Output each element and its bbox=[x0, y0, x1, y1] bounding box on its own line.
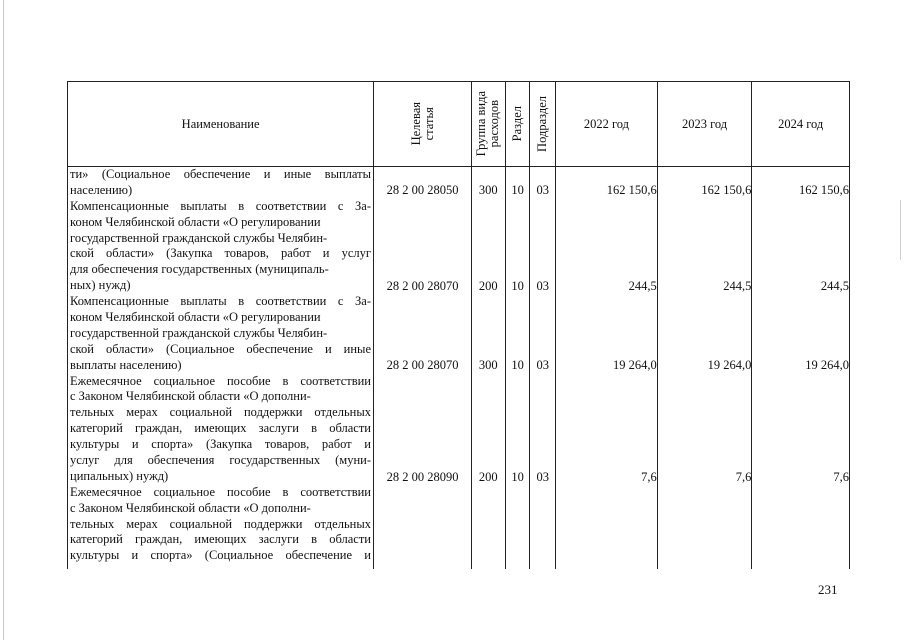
name-line: выплаты населению) bbox=[70, 357, 182, 372]
name-line: культуры и спорта» (Закупка товаров, работ и bbox=[70, 437, 371, 452]
entry-section: 10 bbox=[511, 278, 524, 293]
target-article-column bbox=[374, 167, 472, 570]
name-line: государственной гражданской службы Челябин- bbox=[70, 325, 328, 340]
header-expense-group bbox=[471, 82, 505, 167]
section-column bbox=[505, 167, 530, 570]
table-header-row bbox=[68, 82, 850, 167]
amount-2024-column bbox=[752, 167, 850, 570]
page-number: 231 bbox=[818, 582, 838, 597]
header-section-label: Раздел bbox=[510, 106, 525, 142]
name-column bbox=[68, 167, 374, 570]
name-line: с Законом Челябинской области «О дополни- bbox=[70, 500, 311, 515]
header-name: Наименование bbox=[68, 82, 374, 167]
header-group-line-2: расходов bbox=[487, 100, 502, 148]
header-subsection bbox=[530, 82, 556, 167]
entry-y2024: 19 264,0 bbox=[805, 358, 849, 373]
expense-group-column bbox=[471, 167, 505, 570]
entry-y2023: 244,5 bbox=[723, 278, 752, 293]
name-line: с Законом Челябинской области «О дополни- bbox=[70, 389, 311, 404]
header-2022: 2022 год bbox=[556, 82, 658, 167]
header-target-article bbox=[374, 82, 472, 167]
name-line: населению) bbox=[70, 182, 133, 197]
name-line: категорий граждан, имеющих заслуги в области bbox=[70, 421, 371, 436]
header-target-line-2: статья bbox=[421, 107, 436, 141]
entry-subsection: 03 bbox=[536, 358, 549, 373]
entry-code: 28 2 00 28050 bbox=[386, 183, 459, 198]
entry-subsection: 03 bbox=[536, 278, 549, 293]
entry-y2023: 19 264,0 bbox=[707, 358, 752, 373]
entry-code: 28 2 00 28090 bbox=[386, 469, 459, 484]
entry-subsection: 03 bbox=[536, 183, 549, 198]
name-line: ных) нужд) bbox=[70, 278, 131, 293]
scan-edge-left bbox=[3, 0, 4, 640]
name-line: тельных мерах социальной поддержки отдельных bbox=[70, 516, 371, 531]
name-line: ти» (Социальное обеспечение и иные выплаты bbox=[70, 167, 371, 181]
header-target-line-1: Целевая bbox=[408, 102, 423, 146]
budget-table-sheet bbox=[67, 81, 850, 567]
name-line: Ежемесячное социальное пособие в соответствии bbox=[70, 484, 371, 499]
name-line: коном Челябинской области «О регулировании bbox=[70, 214, 321, 229]
name-line: государственной гражданской службы Челябин- bbox=[70, 230, 328, 245]
name-line: ской области» (Социальное обеспечение и иные bbox=[70, 341, 371, 356]
header-subsection-label: Подраздел bbox=[535, 96, 550, 152]
amount-2022-column bbox=[556, 167, 658, 570]
header-2024: 2024 год bbox=[752, 82, 850, 167]
entry-y2023: 7,6 bbox=[735, 469, 752, 484]
entry-y2023: 162 150,6 bbox=[701, 183, 752, 198]
amount-2023-column bbox=[657, 167, 752, 570]
name-line: услуг для обеспечения государственных (муни- bbox=[70, 453, 371, 468]
entry-section: 10 bbox=[511, 183, 524, 198]
entry-group: 300 bbox=[478, 183, 498, 198]
name-line: для обеспечения государственных (муниципаль- bbox=[70, 262, 329, 277]
header-section bbox=[505, 82, 530, 167]
entry-code: 28 2 00 28070 bbox=[386, 358, 459, 373]
name-line: ской области» (Закупка товаров, работ и услуг bbox=[70, 246, 371, 261]
header-2023: 2023 год bbox=[657, 82, 752, 167]
entry-group: 200 bbox=[478, 278, 498, 293]
header-group-line-1: Группа вида bbox=[474, 91, 489, 157]
entry-y2024: 244,5 bbox=[820, 278, 849, 293]
name-line: ципальных) нужд) bbox=[70, 468, 169, 483]
name-line: культуры и спорта» (Социальное обеспечение и bbox=[70, 548, 371, 563]
entry-y2024: 7,6 bbox=[833, 469, 849, 484]
name-lines bbox=[70, 167, 371, 564]
name-line: Ежемесячное социальное пособие в соответствии bbox=[70, 373, 371, 388]
entry-group: 300 bbox=[478, 358, 498, 373]
table-body-row bbox=[68, 167, 850, 570]
name-line: Компенсационные выплаты в соответствии с За- bbox=[70, 294, 371, 309]
entry-section: 10 bbox=[511, 469, 524, 484]
name-line: коном Челябинской области «О регулировании bbox=[70, 310, 321, 325]
entry-y2022: 19 264,0 bbox=[613, 358, 657, 373]
entry-section: 10 bbox=[511, 358, 524, 373]
entry-y2022: 7,6 bbox=[641, 469, 657, 484]
entry-y2022: 244,5 bbox=[628, 278, 657, 293]
entry-y2022: 162 150,6 bbox=[606, 183, 657, 198]
entry-subsection: 03 bbox=[536, 469, 549, 484]
scan-edge-right bbox=[900, 200, 901, 260]
entry-group: 200 bbox=[478, 469, 498, 484]
name-line: категорий граждан, имеющих заслуги в области bbox=[70, 532, 371, 547]
entry-y2024: 162 150,6 bbox=[799, 183, 849, 198]
name-line: Компенсационные выплаты в соответствии с За- bbox=[70, 198, 371, 213]
entry-code: 28 2 00 28070 bbox=[386, 278, 459, 293]
budget-table bbox=[67, 81, 850, 569]
name-line: тельных мерах социальной поддержки отдельных bbox=[70, 405, 371, 420]
subsection-column bbox=[530, 167, 556, 570]
